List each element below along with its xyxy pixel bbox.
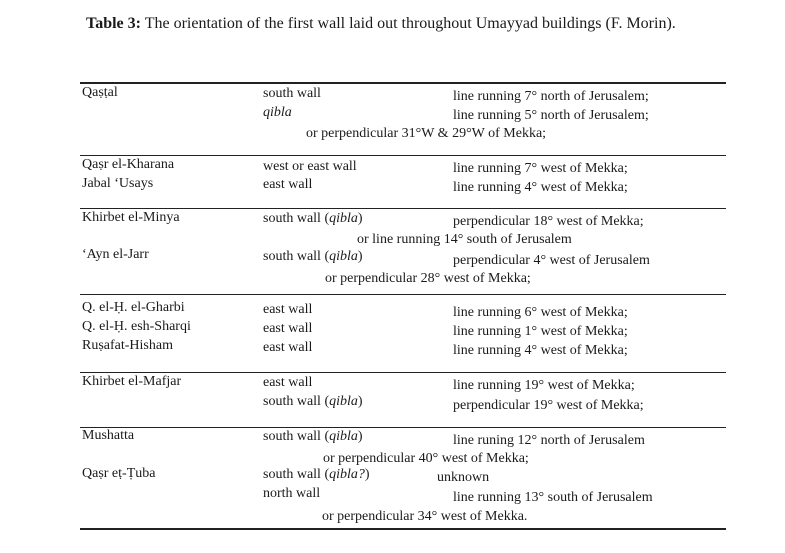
wall-text: south wall ( — [263, 429, 330, 444]
wall-cell — [263, 395, 363, 409]
qibla-term: qibla — [329, 211, 358, 226]
site-name: Mushatta — [82, 428, 135, 443]
wall-text: south wall ( — [263, 211, 330, 226]
wall-cell — [263, 106, 292, 120]
direction-cell: line running 4° west of Mekka; — [453, 180, 628, 195]
site-name: ‘Ayn el-Jarr — [82, 247, 149, 262]
direction-cell: line running 4° west of Mekka; — [453, 343, 628, 358]
wall-cell — [263, 430, 363, 444]
qibla-term: qibla — [329, 429, 358, 444]
wall-cell: east wall — [263, 321, 313, 336]
wall-cell: north wall — [263, 486, 321, 501]
wall-cell: east wall — [263, 177, 313, 192]
direction-cell: perpendicular 19° west of Mekka; — [453, 398, 644, 413]
wall-cell: west or east wall — [263, 159, 357, 174]
wall-text: ) — [364, 467, 370, 482]
wall-cell — [263, 212, 363, 226]
note-cell: or perpendicular 28° west of Mekka; — [325, 271, 531, 286]
site-name: Qaṣr eṭ-Ṭuba — [82, 466, 156, 481]
wall-cell — [263, 250, 363, 264]
group-rule — [80, 372, 726, 373]
group-rule — [80, 208, 726, 209]
wall-text: ) — [357, 211, 363, 226]
group-rule — [80, 155, 726, 156]
qibla-term: qibla — [329, 249, 358, 264]
site-name: Khirbet el-Mafjar — [82, 374, 182, 389]
wall-text: ) — [357, 394, 363, 409]
group-rule — [80, 294, 726, 295]
direction-cell: line running 19° west of Mekka; — [453, 378, 635, 393]
direction-cell: perpendicular 4° west of Jerusalem — [453, 253, 650, 268]
table-caption — [86, 14, 746, 34]
site-name: Khirbet el-Minya — [82, 210, 180, 225]
table-top-rule — [80, 82, 726, 84]
direction-cell: line running 5° north of Jerusalem; — [453, 108, 649, 123]
wall-cell: south wall — [263, 86, 321, 101]
site-name: Qaṣṭal — [82, 85, 118, 100]
group-rule — [80, 427, 726, 428]
site-name: Qaṣr el-Kharana — [82, 157, 175, 172]
direction-cell: line runing 12° north of Jerusalem — [453, 433, 645, 448]
direction-cell: perpendicular 18° west of Mekka; — [453, 214, 644, 229]
direction-cell: line running 7° north of Jerusalem; — [453, 89, 649, 104]
wall-text: south wall ( — [263, 249, 330, 264]
wall-text: south wall ( — [263, 394, 330, 409]
wall-text: ) — [357, 249, 363, 264]
table-caption-text: The orientation of the first wall laid out throughout Umayyad buildings (F. Morin). — [144, 15, 676, 32]
site-name: Q. el-Ḥ. el-Gharbi — [82, 300, 185, 315]
wall-text: south wall ( — [263, 467, 330, 482]
table-label: Table 3: — [86, 15, 141, 32]
note-cell: or line running 14° south of Jerusalem — [357, 232, 572, 247]
direction-cell: line running 1° west of Mekka; — [453, 324, 628, 339]
direction-cell: line running 13° south of Jerusalem — [453, 490, 653, 505]
wall-cell: east wall — [263, 375, 313, 390]
direction-cell: line running 7° west of Mekka; — [453, 161, 628, 176]
site-name: Jabal ‘Usays — [82, 176, 154, 191]
wall-cell: east wall — [263, 340, 313, 355]
direction-cell: line running 6° west of Mekka; — [453, 305, 628, 320]
site-name: Ruṣafat-Hisham — [82, 338, 173, 353]
wall-text: ) — [357, 429, 363, 444]
qibla-term: qibla — [329, 394, 358, 409]
wall-cell: east wall — [263, 302, 313, 317]
qibla-term: qibla? — [329, 467, 365, 482]
direction-cell: unknown — [437, 470, 490, 485]
wall-cell — [263, 468, 370, 482]
site-name: Q. el-Ḥ. esh-Sharqi — [82, 319, 191, 334]
qibla-term: qibla — [263, 105, 292, 120]
note-cell: or perpendicular 31°W & 29°W of Mekka; — [306, 126, 547, 141]
note-cell: or perpendicular 34° west of Mekka. — [322, 509, 528, 524]
table-bottom-rule — [80, 528, 726, 530]
note-cell: or perpendicular 40° west of Mekka; — [323, 451, 529, 466]
